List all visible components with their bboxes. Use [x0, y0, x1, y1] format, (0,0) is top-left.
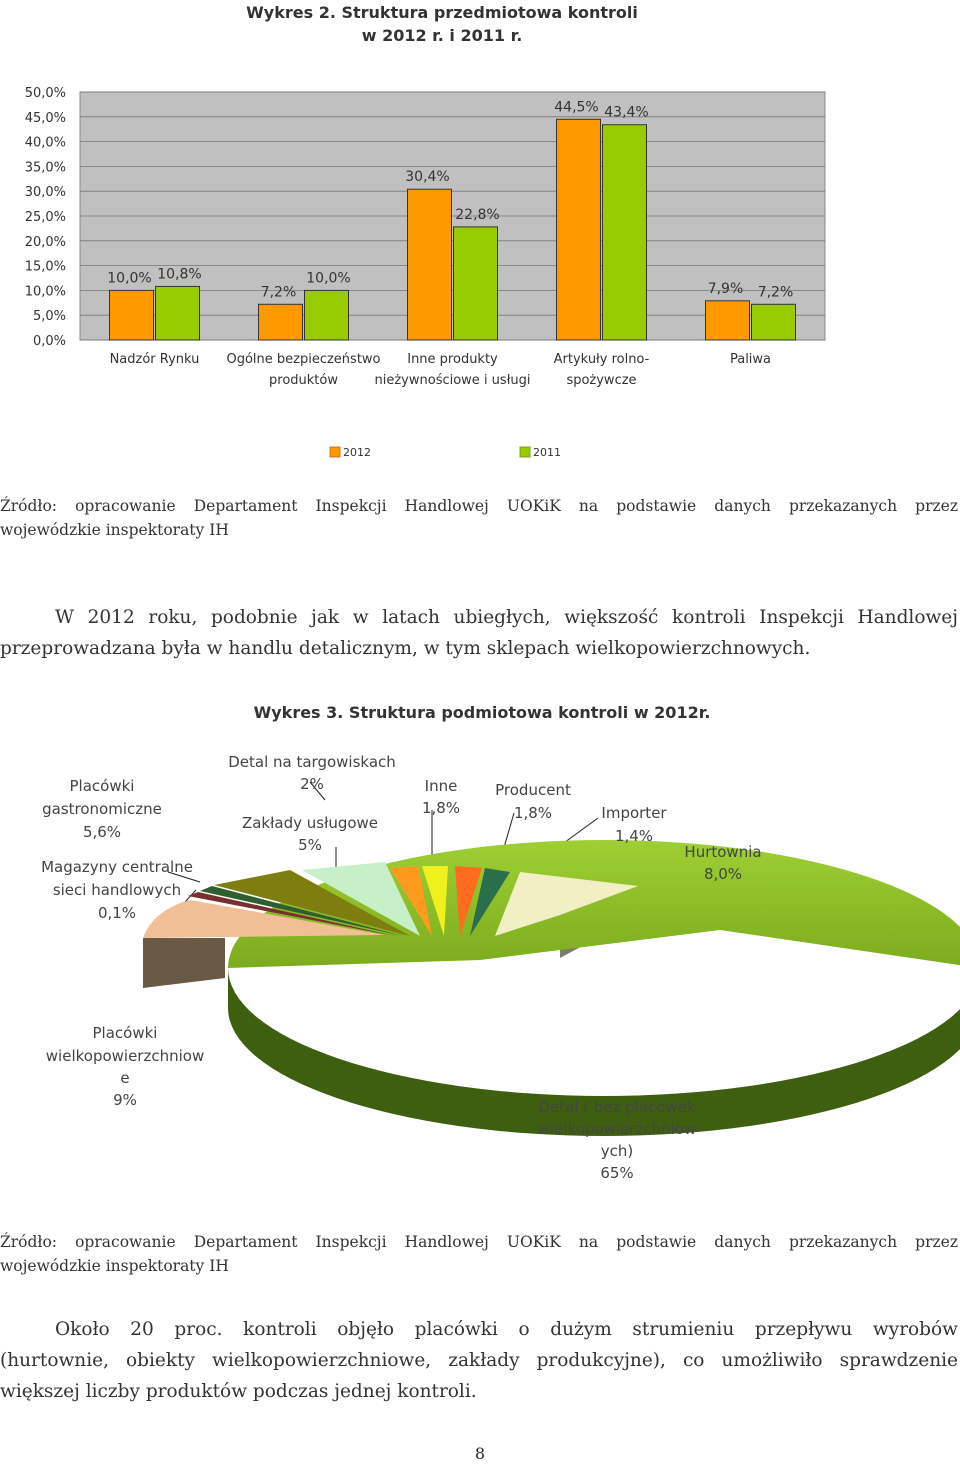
legend-swatch-2011 — [520, 447, 530, 457]
bar-2012-1 — [259, 304, 303, 340]
paragraph-1 — [0, 602, 958, 664]
bar-chart-title-line2: w 2012 r. i 2011 r. — [361, 26, 523, 45]
pie-label-inne-1: Inne — [424, 777, 458, 795]
bar-2012-2 — [408, 189, 452, 340]
bar-chart — [0, 0, 960, 470]
bar-ytick-label: 0,0% — [32, 334, 66, 349]
pie-label-gastro-2: gastronomiczne — [42, 800, 162, 818]
pie-chart-title: Wykres 3. Struktura podmiotowa kontroli w 2012r. — [253, 703, 711, 722]
bar-2012-4 — [706, 301, 750, 340]
bar-ytick-label: 40,0% — [24, 135, 66, 151]
bar-ytick-label: 50,0% — [24, 86, 66, 101]
pie-label-uslugowe-1: Zakłady usługowe — [241, 814, 379, 832]
pie-side-wielko — [143, 938, 225, 988]
bar-ytick-label: 25,0% — [24, 210, 66, 225]
pie-label-wielko-4: 9% — [113, 1091, 137, 1109]
bar-value-label: 30,4% — [405, 169, 450, 186]
bar-category-label-line2: nieżywnościowe i usługi — [374, 373, 531, 388]
legend-label-2012: 2012 — [343, 446, 371, 459]
paragraph-1-line2: przeprowadzana była w handlu detalicznym, w tym sklepach wielkopowierzchnowych. — [0, 638, 811, 659]
bar-ytick-label: 5,0% — [32, 309, 66, 325]
bar-ytick-label: 35,0% — [24, 160, 66, 176]
bar-value-label: 7,9% — [707, 280, 744, 297]
pie-label-detal-2: wielkopowierzchniow — [537, 1120, 697, 1138]
bar-2011-4 — [752, 304, 796, 340]
pie-label-producent-1: Producent — [495, 781, 571, 799]
paragraph-2-line3: większej liczby produktów podczas jednej kontroli. — [0, 1381, 477, 1402]
pie-label-targowiska-2: 2% — [300, 775, 324, 793]
paragraph-2-line1: Około 20 proc. kontroli objęło placówki o dużym strumieniu przepływu wyrobów — [55, 1319, 958, 1340]
bar-category-label-line2: spożywcze — [566, 373, 637, 388]
pie-label-gastro-1: Placówki — [69, 777, 135, 795]
pie-label-magazyny-2: sieci handlowych — [52, 881, 182, 899]
pie-label-magazyny-3: 0,1% — [97, 904, 137, 922]
source-note-1-line1: Źródło: opracowanie Departament Inspekcji Handlowej UOKiK na podstawie danych przekazanych przez — [0, 497, 958, 515]
pie-label-targowiska-1: Detal na targowiskach — [228, 753, 396, 771]
bar-category-label: Inne produkty — [407, 352, 498, 367]
bar-value-label: 10,8% — [157, 266, 202, 283]
bar-2011-2 — [454, 227, 498, 340]
bar-ytick-label: 15,0% — [24, 259, 66, 275]
source-note-2 — [0, 1230, 958, 1278]
legend-label-2011: 2011 — [533, 446, 561, 459]
bar-2011-0 — [156, 286, 200, 340]
bar-value-label: 43,4% — [604, 104, 649, 121]
bar-value-label: 10,0% — [107, 270, 152, 287]
bar-value-label: 44,5% — [554, 99, 599, 116]
bar-category-label-line2: produktów — [269, 373, 338, 388]
pie-label-detal-3: ych) — [600, 1142, 634, 1160]
paragraph-2-line2: (hurtownie, obiekty wielkopowierzchniowe, zakłady produkcyjne), co umożliwiło sprawdzenie — [0, 1350, 958, 1371]
pie-label-producent-2: 1,8% — [513, 804, 553, 822]
pie-label-wielko-1: Placówki — [92, 1024, 158, 1042]
bar-2012-0 — [110, 290, 154, 340]
bar-2011-3 — [603, 125, 647, 340]
bar-ytick-label: 10,0% — [24, 284, 66, 300]
bar-ytick-label: 30,0% — [24, 185, 66, 201]
bar-value-label: 22,8% — [455, 206, 500, 223]
pie-label-detal-1: Detal ( bez placówek — [538, 1098, 696, 1116]
paragraph-2 — [0, 1314, 958, 1407]
pie-label-hurtownia-2: 8,0% — [703, 865, 743, 883]
pie-label-inne-2: 1,8% — [421, 799, 461, 817]
bar-category-label: Artykuły rolno- — [553, 352, 650, 367]
source-note-1 — [0, 494, 958, 542]
source-note-2-line1: Źródło: opracowanie Departament Inspekcji Handlowej UOKiK na podstawie danych przekazanych przez — [0, 1233, 958, 1251]
bar-category-label: Nadzór Rynku — [109, 352, 200, 367]
bar-legend — [330, 446, 561, 459]
pie-label-wielko-2: wielkopowierzchniow — [45, 1047, 205, 1065]
bar-chart-title-line1: Wykres 2. Struktura przedmiotowa kontroli — [246, 3, 638, 22]
bar-category-label: Paliwa — [729, 352, 772, 367]
bar-2011-1 — [305, 290, 349, 340]
source-note-1-line2: wojewódzkie inspektoraty IH — [0, 521, 229, 539]
paragraph-1-line1: W 2012 roku, podobnie jak w latach ubiegłych, większość kontroli Inspekcji Handlowej — [55, 607, 958, 628]
pie-label-importer-2: 1,4% — [614, 827, 654, 845]
bar-value-label: 7,2% — [757, 284, 794, 301]
bar-value-label: 7,2% — [260, 284, 297, 301]
bar-ytick-label: 45,0% — [24, 110, 66, 126]
bar-value-label: 10,0% — [306, 270, 351, 287]
pie-label-wielko-3: e — [120, 1069, 130, 1087]
pie-label-importer-1: Importer — [601, 804, 667, 822]
pie-chart — [0, 690, 960, 1190]
page-number: 8 — [474, 1444, 486, 1463]
pie-slices — [143, 840, 960, 968]
bar-ytick-label: 20,0% — [24, 234, 66, 250]
pie-label-magazyny-1: Magazyny centralne — [41, 858, 193, 876]
bar-2012-3 — [557, 119, 601, 340]
pie-label-gastro-3: 5,6% — [82, 823, 122, 841]
legend-swatch-2012 — [330, 447, 340, 457]
pie-label-detal-4: 65% — [600, 1164, 634, 1182]
source-note-2-line2: wojewódzkie inspektoraty IH — [0, 1257, 229, 1275]
pie-label-hurtownia-1: Hurtownia — [684, 843, 762, 861]
pie-label-uslugowe-2: 5% — [298, 836, 322, 854]
bar-category-label: Ogólne bezpieczeństwo — [226, 352, 381, 367]
